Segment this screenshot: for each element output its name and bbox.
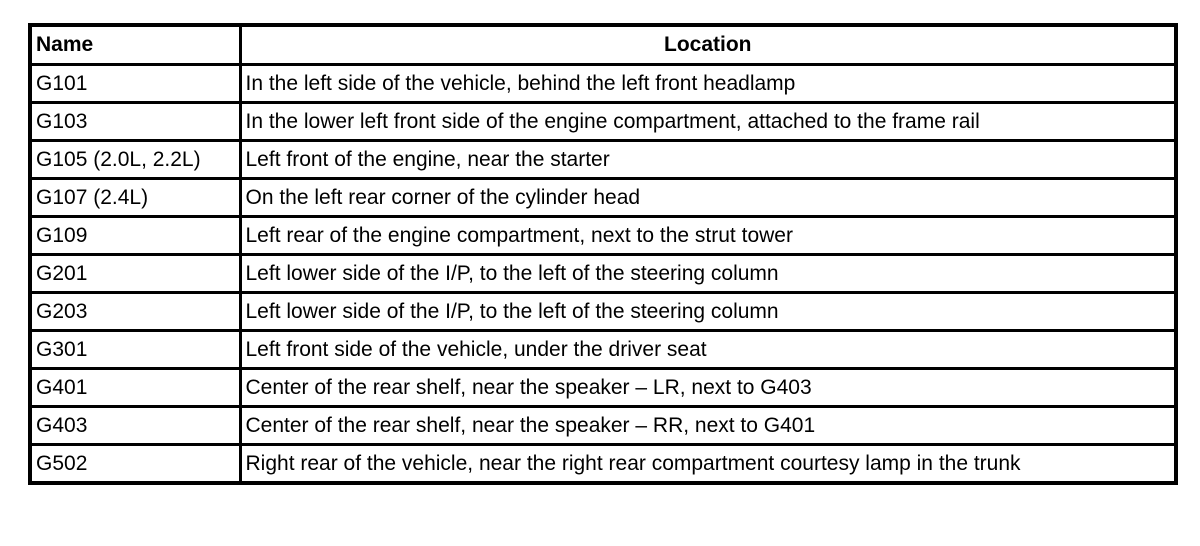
table-row: [30, 103, 1176, 141]
table-row: [30, 407, 1176, 445]
ground-location-cell: Right rear of the vehicle, near the right rear compartment courtesy lamp in the trunk: [240, 445, 1176, 484]
ground-name-cell: G401: [30, 369, 240, 407]
ground-location-cell: Center of the rear shelf, near the speaker – LR, next to G403: [240, 369, 1176, 407]
ground-name-cell: G107 (2.4L): [30, 179, 240, 217]
ground-location-cell: Left lower side of the I/P, to the left of the steering column: [240, 293, 1176, 331]
table-row: [30, 293, 1176, 331]
table-row: [30, 331, 1176, 369]
ground-name-cell: G109: [30, 217, 240, 255]
table-header-row: [30, 25, 1176, 65]
ground-name-cell: G502: [30, 445, 240, 484]
table-row: [30, 65, 1176, 103]
table-row: [30, 179, 1176, 217]
ground-locations-table-container: [28, 23, 1174, 485]
ground-name-cell: G403: [30, 407, 240, 445]
ground-location-cell: On the left rear corner of the cylinder head: [240, 179, 1176, 217]
table-row: [30, 141, 1176, 179]
ground-name-cell: G101: [30, 65, 240, 103]
ground-name-cell: G103: [30, 103, 240, 141]
table-row: [30, 369, 1176, 407]
ground-locations-table: [28, 23, 1178, 485]
ground-location-cell: In the lower left front side of the engine compartment, attached to the frame rail: [240, 103, 1176, 141]
ground-name-cell: G301: [30, 331, 240, 369]
column-header-location: Location: [240, 25, 1176, 65]
ground-location-cell: Left front of the engine, near the starter: [240, 141, 1176, 179]
ground-location-cell: Left lower side of the I/P, to the left of the steering column: [240, 255, 1176, 293]
ground-name-cell: G201: [30, 255, 240, 293]
ground-location-cell: In the left side of the vehicle, behind the left front headlamp: [240, 65, 1176, 103]
ground-location-cell: Center of the rear shelf, near the speaker – RR, next to G401: [240, 407, 1176, 445]
table-row: [30, 217, 1176, 255]
column-header-name: Name: [30, 25, 240, 65]
ground-location-cell: Left front side of the vehicle, under the driver seat: [240, 331, 1176, 369]
ground-name-cell: G203: [30, 293, 240, 331]
table-row: [30, 445, 1176, 484]
table-body: [30, 65, 1176, 484]
ground-name-cell: G105 (2.0L, 2.2L): [30, 141, 240, 179]
table-row: [30, 255, 1176, 293]
ground-location-cell: Left rear of the engine compartment, next to the strut tower: [240, 217, 1176, 255]
